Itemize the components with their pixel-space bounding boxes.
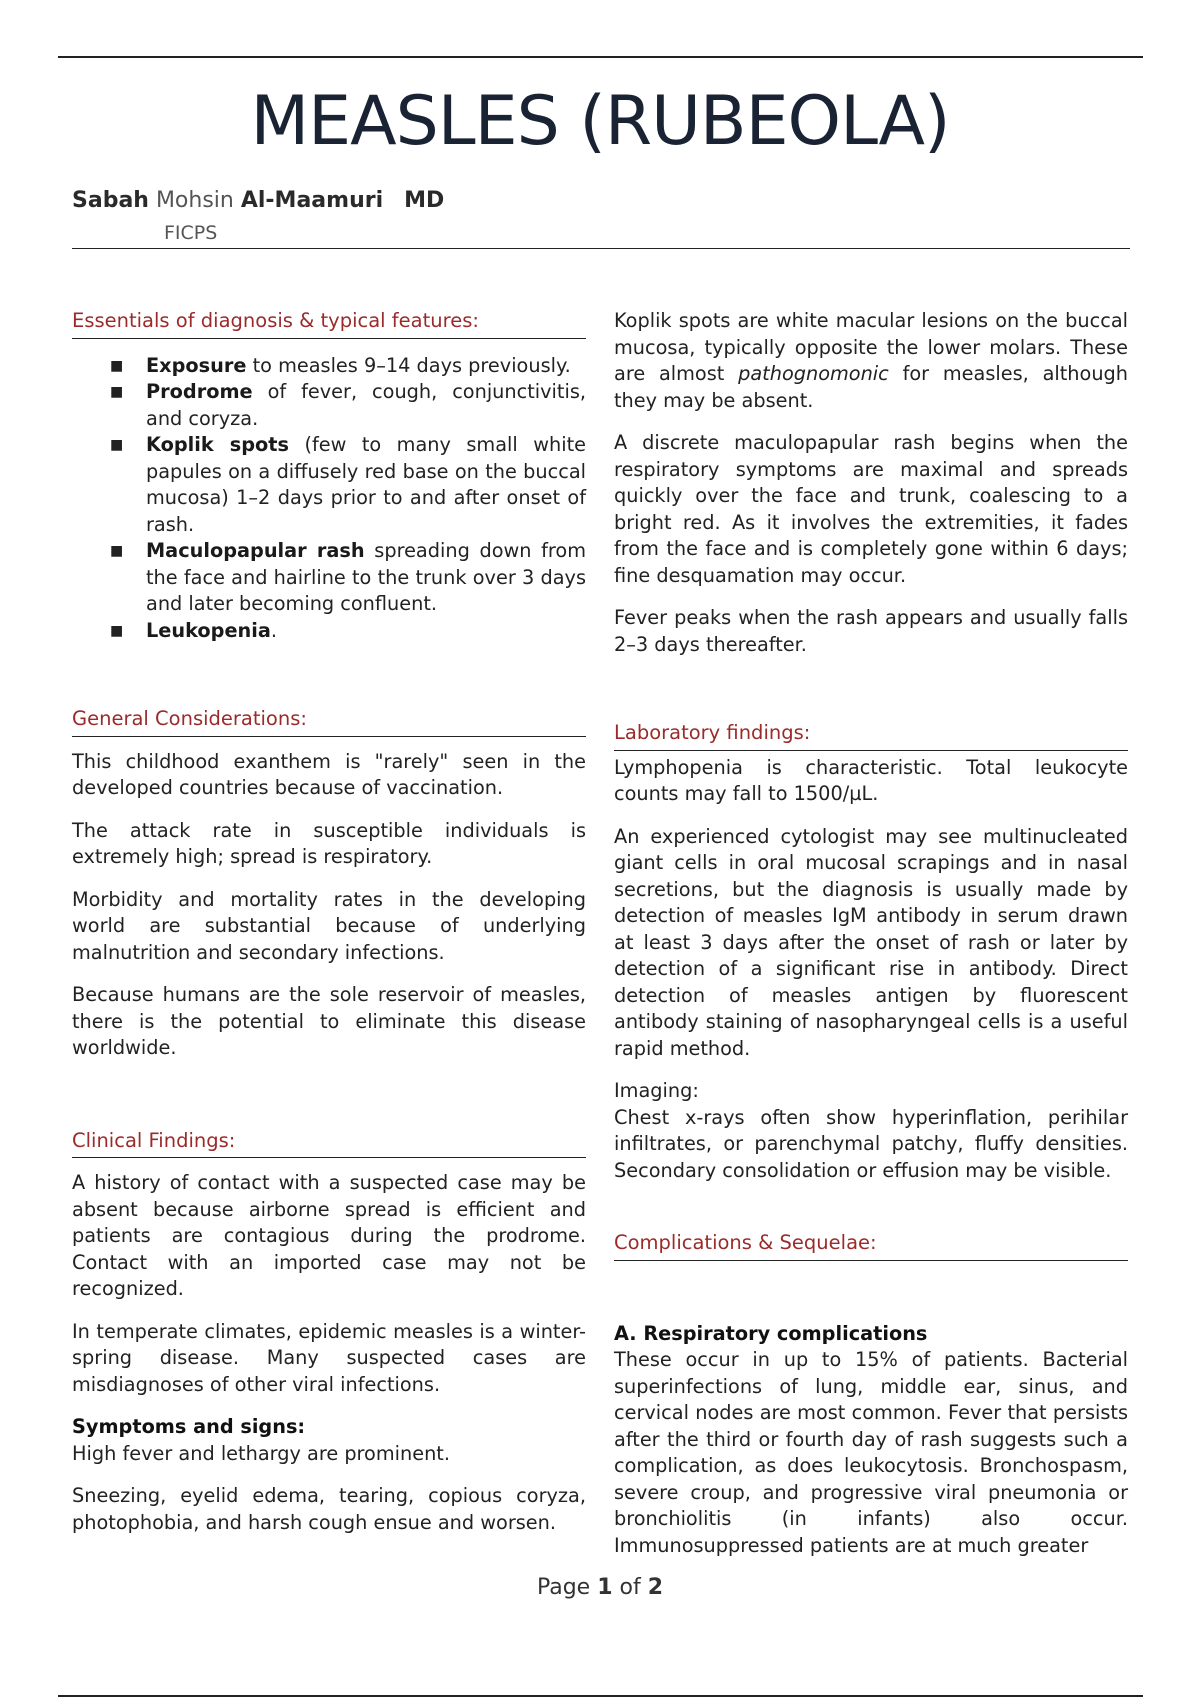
essentials-heading: Essentials of diagnosis & typical features: xyxy=(72,308,586,339)
bullet-icon: ■ xyxy=(110,437,124,453)
feature-term: Prodrome xyxy=(146,380,253,403)
lab-paragraph: An experienced cytologist may see multinucleated giant cells in oral mucosal scrapings and in nasal secretions, but the diagnosis is usually made by detection of measles IgM antibody in serum drawn at least 3 days after the onset of rash or later by detection of a significant rise in antibody. Direct detection of measles antigen by fluorescent antibody staining of nasopharyngeal cells is a useful rapid method. xyxy=(614,824,1128,1060)
list-item xyxy=(72,379,586,432)
rash-paragraph: A discrete maculopapular rash begins when the respiratory symptoms are maximal and spreads quickly over the face and trunk, coalescing to a bright red. As it involves the extremities, it fades from the face and is completely gone within 6 days; fine desquamation may occur. xyxy=(614,431,1128,587)
author-degree: MD xyxy=(404,188,445,213)
feature-term: Maculopapular rash xyxy=(146,539,365,562)
page-total: 2 xyxy=(647,1575,664,1600)
koplik-text-after: for measles, although they may be absent. xyxy=(614,362,1128,412)
koplik-paragraph xyxy=(614,308,1128,414)
symptoms-paragraph: Sneezing, eyelid edema, tearing, copious coryza, photophobia, and harsh cough ensue and worsen. xyxy=(72,1484,586,1534)
clinical-paragraph: In temperate climates, epidemic measles is a winter-spring disease. Many suspected cases are misdiagnoses of other viral infections. xyxy=(72,1319,586,1396)
fever-paragraph: Fever peaks when the rash appears and usually falls 2–3 days thereafter. xyxy=(614,606,1128,656)
respiratory-paragraph: These occur in up to 15% of patients. Bacterial superinfections of lung, middle ear, sinus, and cervical nodes are most common. Fever that persists after the third or fourth day of rash suggests such a complication, as does leukocytosis. Bronchospasm, severe croup, and progressive viral pneumonia or bronchiolitis (in infants) also occur. Immunosuppressed patients are at much greater xyxy=(614,1348,1128,1557)
respiratory-heading: A. Respiratory complications xyxy=(614,1321,928,1345)
author-credential: FICPS xyxy=(164,222,218,244)
lab-heading: Laboratory findings: xyxy=(614,720,1128,751)
general-heading: General Considerations: xyxy=(72,706,586,737)
imaging-block xyxy=(614,1078,1128,1184)
author-rule xyxy=(72,248,1130,249)
top-rule xyxy=(58,56,1143,58)
bottom-rule xyxy=(58,1695,1143,1697)
feature-text: spreading down from the face and hairline to the trunk over 3 days and later becoming confluent. xyxy=(146,539,586,615)
lab-paragraph: Lymphopenia is characteristic. Total leukocyte counts may fall to 1500/µL. xyxy=(614,755,1128,805)
feature-text: . xyxy=(270,618,278,642)
complications-heading: Complications & Sequelae: xyxy=(614,1230,1128,1261)
author-last-name: Al-Maamuri xyxy=(240,188,384,213)
page-title: MEASLES (RUBEOLA) xyxy=(250,82,950,161)
of-word: of xyxy=(619,1575,641,1600)
imaging-text: Chest x-rays often show hyperinflation, perihilar infiltrates, or parenchymal patchy, fluffy densities. Secondary consolidation or effusion may be visible. xyxy=(614,1105,1128,1182)
bullet-icon: ■ xyxy=(110,384,124,400)
clinical-paragraph: A history of contact with a suspected case may be absent because airborne spread is efficient and patients are contagious during the prodrome. Contact with an imported case may not be recognized. xyxy=(72,1171,586,1300)
general-paragraph: This childhood exanthem is "rarely" seen in the developed countries because of vaccination. xyxy=(72,749,586,799)
feature-term: Koplik spots xyxy=(146,433,289,456)
koplik-text-before: Koplik spots are white macular lesions on the buccal mucosa, typically opposite the lower molars. These are almost xyxy=(614,309,1128,385)
feature-text: of fever, cough, conjunctivitis, and coryza. xyxy=(146,380,586,430)
general-paragraph: Morbidity and mortality rates in the developing world are substantial because of underlying malnutrition and secondary infections. xyxy=(72,887,586,964)
symptoms-heading: Symptoms and signs: xyxy=(72,1415,306,1438)
general-paragraph: Because humans are the sole reservoir of measles, there is the potential to eliminate this disease worldwide. xyxy=(72,983,586,1059)
koplik-emphasis: pathognomonic xyxy=(738,362,889,385)
feature-text: (few to many small white papules on a diffusely red base on the buccal mucosa) 1–2 days prior to and after onset of rash. xyxy=(146,433,586,536)
author-line xyxy=(72,188,444,213)
general-paragraph: The attack rate in susceptible individuals is extremely high; spread is respiratory. xyxy=(72,818,586,868)
list-item xyxy=(72,432,586,538)
feature-text: to measles 9–14 days previously. xyxy=(246,353,571,377)
feature-term: Exposure xyxy=(146,353,247,377)
bullet-icon: ■ xyxy=(110,622,124,639)
list-item xyxy=(72,353,586,380)
right-column xyxy=(614,308,1128,1575)
clinical-heading: Clinical Findings: xyxy=(72,1128,586,1159)
left-column xyxy=(72,308,586,1552)
author-first-name: Sabah xyxy=(72,188,149,213)
list-item xyxy=(72,618,586,645)
author-middle-name: Mohsin xyxy=(155,188,234,213)
page-footer xyxy=(0,1575,1200,1600)
bullet-icon: ■ xyxy=(110,543,124,559)
essentials-list xyxy=(72,353,586,645)
bullet-icon: ■ xyxy=(110,357,124,374)
imaging-label: Imaging: xyxy=(614,1079,699,1102)
list-item xyxy=(72,538,586,618)
feature-term: Leukopenia xyxy=(146,618,271,642)
page-word: Page xyxy=(536,1575,591,1600)
symptoms-paragraph: High fever and lethargy are prominent. xyxy=(72,1441,450,1465)
page-number: 1 xyxy=(597,1575,613,1600)
